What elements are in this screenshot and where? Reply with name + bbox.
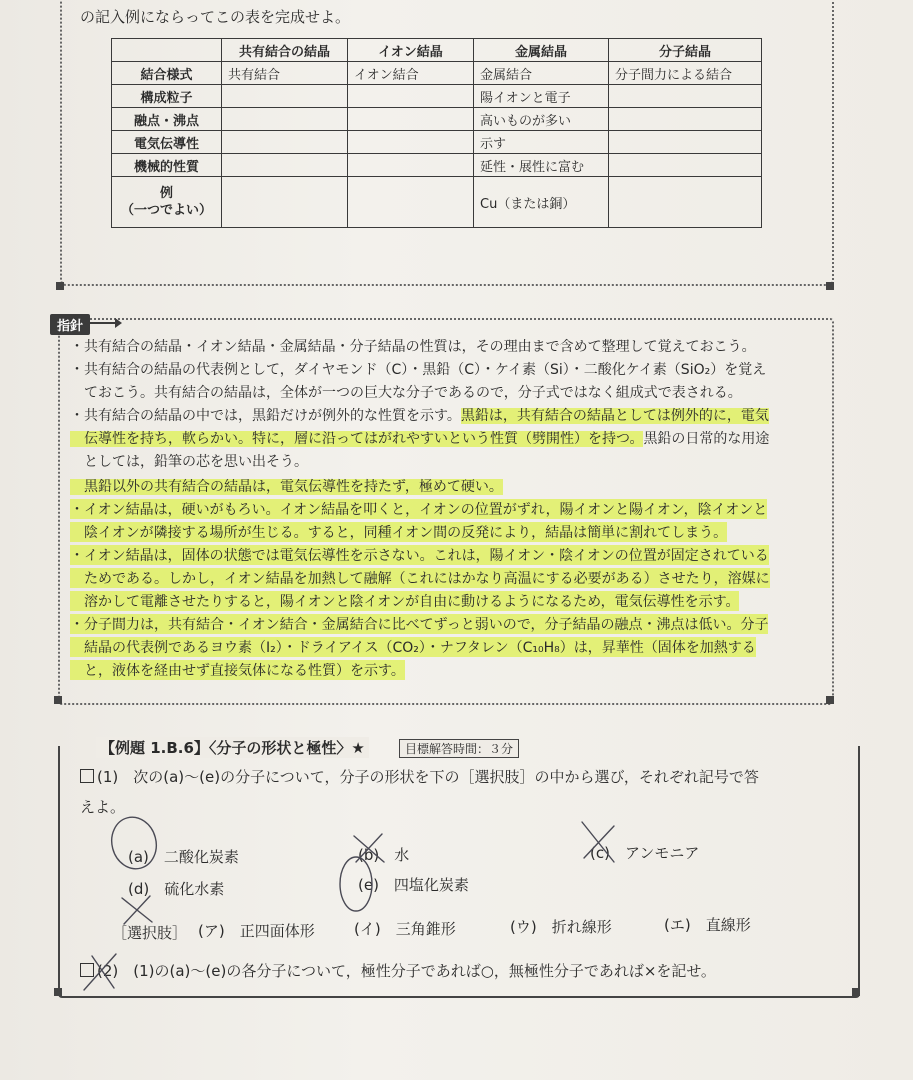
table-cell: イオン結合 (348, 62, 474, 85)
choice-e: (エ) 直線形 (664, 916, 751, 934)
hint-line: ・共有結合の結晶・イオン結晶・金属結晶・分子結晶の性質は，その理由まで含めて整理して覚えておこう。 (70, 339, 756, 355)
table-cell: 分子間力による結合 (609, 62, 762, 85)
table-cell: Cu（または銅） (474, 177, 609, 228)
table-header (112, 39, 222, 62)
hint-line: 溶かして電離させたりすると，陽イオンと陰イオンが自由に動けるようになるため，電気伝導性を示す。 (70, 591, 739, 611)
hint-line: 陰イオンが隣接する場所が生じる。すると，同種イオン間の反発により，結晶は簡単に割れてしまう。 (70, 522, 727, 542)
molecule-e: (e) 四塩化炭素 (358, 876, 469, 894)
hint-line: ・共有結合の結晶の代表例として，ダイヤモンド（C）・黒鉛（C）・ケイ素（Si）・二酸化ケイ素（SiO₂）を覚え (70, 362, 767, 378)
hint-line (70, 428, 769, 448)
table-header: 金属結晶 (474, 39, 609, 62)
box-corner (826, 696, 834, 704)
row-header: 融点・沸点 (112, 108, 222, 131)
hint-line: ておこう。共有結合の結晶は，全体が一つの巨大な分子であるので，分子式ではなく組成式で表される。 (70, 385, 742, 401)
table-cell (222, 108, 348, 131)
table-cell (348, 177, 474, 228)
hint-line: ・イオン結晶は，固体の状態では電気伝導性を示さない。これは，陽イオン・陰イオンの位置が固定されている (70, 545, 769, 565)
question-2 (80, 960, 716, 981)
question-1-text: (1) 次の(a)～(e)の分子について，分子の形状を下の［選択肢］の中から選び，それぞれ記号で答 (97, 768, 759, 786)
highlighted-text: 伝導性を持ち，軟らかい。特に，層に沿ってはがれやすいという性質（劈開性）を持つ。 (70, 431, 644, 447)
table-cell (348, 85, 474, 108)
table-header-row (112, 39, 762, 62)
hint-line: ・分子間力は，共有結合・イオン結合・金属結合に比べてずっと弱いので，分子結晶の融点・沸点は低い。分子 (70, 614, 768, 634)
example-title: 【例題 1.B.6】〈分子の形状と極性〉★ (96, 737, 369, 758)
table-cell: 金属結合 (474, 62, 609, 85)
table-cell: 高いものが多い (474, 108, 609, 131)
checkbox-icon[interactable] (80, 963, 94, 977)
molecule-a: (a) 二酸化炭素 (128, 848, 239, 866)
table-cell (222, 131, 348, 154)
table-cell (222, 177, 348, 228)
table-cell: 陽イオンと電子 (474, 85, 609, 108)
table-cell (609, 177, 762, 228)
row-header: 電気伝導性 (112, 131, 222, 154)
table-cell: 共有結合 (222, 62, 348, 85)
table-cell (222, 85, 348, 108)
table-cell (348, 108, 474, 131)
table-row (112, 131, 762, 154)
hint-line: ・イオン結晶は，硬いがもろい。イオン結晶を叩くと，イオンの位置がずれ，陽イオンと陽イオン，陰イオンと (70, 499, 767, 519)
row-header: 例 （一つでよい） (112, 177, 222, 228)
table-cell: 示す (474, 131, 609, 154)
hint-line (70, 405, 769, 425)
table-header: 共有結合の結晶 (222, 39, 348, 62)
question-2-text: (2) (1)の(a)～(e)の各分子について，極性分子であれば○，無極性分子であれば×を記せ。 (97, 962, 716, 980)
molecule-d: (d) 硫化水素 (128, 880, 225, 898)
table-header: 分子結晶 (609, 39, 762, 62)
molecule-b: (b) 水 (358, 846, 410, 864)
target-time-badge: 目標解答時間：３分 (399, 739, 519, 758)
table-row (112, 62, 762, 85)
hint-tag: 指針 (50, 314, 90, 335)
choice-a: (ア) 正四面体形 (198, 922, 315, 940)
table-cell: 延性・展性に富む (474, 154, 609, 177)
table-cell (222, 154, 348, 177)
table-cell (348, 131, 474, 154)
table-row (112, 154, 762, 177)
choice-u: (ウ) 折れ線形 (510, 918, 612, 936)
table-cell (609, 131, 762, 154)
hint-segment: ・共有結合の結晶の中では，黒鉛だけが例外的な性質を示す。 (70, 408, 461, 424)
table-cell (348, 154, 474, 177)
choices-label: ［選択肢］ (112, 924, 188, 942)
table-header: イオン結晶 (348, 39, 474, 62)
row-header: 機械的性質 (112, 154, 222, 177)
question-1-cont: えよ。 (80, 798, 126, 816)
table-row (112, 177, 762, 228)
table-cell (609, 154, 762, 177)
row-header: 結合様式 (112, 62, 222, 85)
highlighted-text: 黒鉛は，共有結合の結晶としては例外的に，電気 (460, 408, 769, 424)
box-corner (54, 696, 62, 704)
question-1 (80, 766, 759, 787)
intro-text: の記入例にならってこの表を完成せよ。 (80, 8, 351, 26)
hint-segment: 黒鉛の日常的な用途 (643, 431, 770, 447)
checkbox-icon[interactable] (80, 769, 94, 783)
crystal-table (111, 38, 762, 228)
choice-i: (イ) 三角錐形 (354, 920, 456, 938)
box-corner (852, 988, 860, 996)
highlighted-text: 黒鉛以外の共有結合の結晶は，電気伝導性を持たず，極めて硬い。 (70, 479, 503, 495)
arrow-icon (88, 322, 120, 324)
hint-line: ためである。しかし，イオン結晶を加熱して融解（これにはかなり高温にする必要がある）させたり，溶媒に (70, 568, 770, 588)
hint-line (70, 476, 503, 496)
box-corner (54, 988, 62, 996)
table-cell (609, 108, 762, 131)
box-corner (826, 282, 834, 290)
box-corner (56, 282, 64, 290)
hint-line: 結晶の代表例であるヨウ素（I₂）・ドライアイス（CO₂）・ナフタレン（C₁₀H₈）は，昇華性（固体を加熱する (70, 637, 756, 657)
molecule-c: (c) アンモニア (590, 844, 700, 862)
row-header: 構成粒子 (112, 85, 222, 108)
table-cell (609, 85, 762, 108)
hint-line: としては，鉛筆の芯を思い出そう。 (70, 454, 308, 470)
hint-line: と，液体を経由せず直接気体になる性質）を示す。 (70, 660, 405, 680)
table-row (112, 85, 762, 108)
table-row (112, 108, 762, 131)
